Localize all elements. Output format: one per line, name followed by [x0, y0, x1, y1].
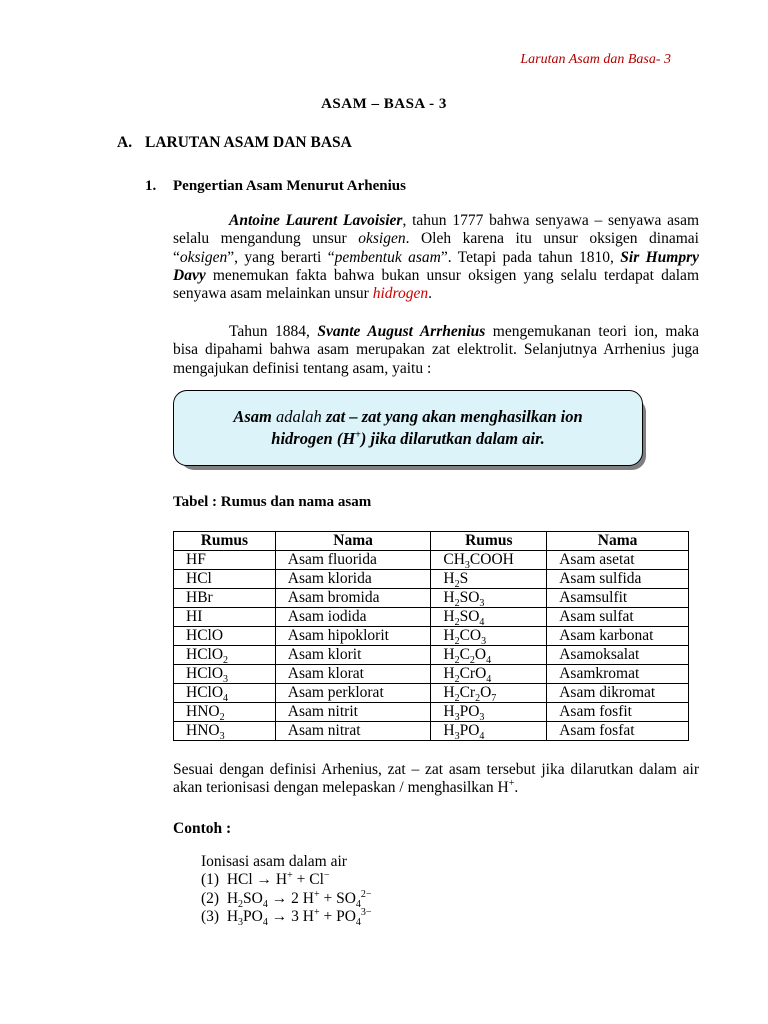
subsection-heading — [145, 178, 406, 195]
def-adalah: adalah — [271, 407, 326, 426]
paragraph-arrhenius — [173, 323, 699, 378]
definition-box — [173, 390, 643, 466]
p1-text-1: , tahun 1777 bahwa senyawa – senyawa asam selalu mengandung unsur — [173, 212, 700, 248]
name-arrhenius: Svante August Arrhenius — [317, 323, 486, 340]
p2-text-1: Tahun 1884, — [229, 323, 318, 340]
p1-text-6: . — [428, 285, 432, 303]
formula-cell: HBr — [174, 589, 276, 608]
def-line2-a: hidrogen (H — [271, 429, 356, 448]
running-head: Larutan Asam dan Basa- 3 — [520, 52, 671, 67]
formula-cell: HCl — [174, 570, 276, 589]
equation-text: $H_2SO_4 \to 2$ $H^+ + SO_4^{2-}$ — [226, 888, 372, 911]
p1-oksigen: oksigen — [358, 230, 406, 248]
equation-number: (2) — [201, 890, 220, 907]
table-caption: Tabel : Rumus dan nama asam — [173, 494, 372, 510]
contoh-label: Contoh : — [173, 820, 232, 837]
table-body — [174, 551, 689, 741]
name-cell: Asam sulfat — [547, 608, 689, 627]
name-cell: Asam fluorida — [275, 551, 431, 570]
name-cell: Asam klorat — [275, 665, 431, 684]
def-line1: zat – zat yang akan menghasilkan ion — [325, 407, 583, 426]
table-row — [174, 627, 689, 646]
name-cell: Asamkromat — [547, 665, 689, 684]
p3-text-1: Sesuai dengan definisi Arhenius, zat – zat asam tersebut jika dilarutkan dalam air akan terionisasi dengan melepaskan / menghasilkan H — [173, 761, 699, 797]
equation-text: HCl → H+ + Cl− — [226, 869, 330, 888]
name-cell: Asam hipoklorit — [275, 627, 431, 646]
formula-cell: $H_2CO_3$ — [431, 627, 547, 646]
equation-text: $H_3PO_4 \to 3$ $H^+ + PO_4^{3-}$ — [226, 906, 372, 929]
def-asam: Asam — [233, 407, 272, 426]
p3-sup: + — [508, 778, 515, 790]
def-line2-sup: + — [355, 429, 361, 441]
table-row — [174, 551, 689, 570]
formula-cell: HClO$_3$ — [174, 665, 276, 684]
name-cell: Asam nitrat — [275, 722, 431, 741]
table-row — [174, 684, 689, 703]
name-cell: Asam klorida — [275, 570, 431, 589]
name-lavoisier: Antoine Laurent Lavoisier — [229, 212, 403, 229]
name-cell: Asam iodida — [275, 608, 431, 627]
column-header: Nama — [275, 532, 431, 551]
table-header-row — [174, 532, 689, 551]
name-cell: Asam nitrit — [275, 703, 431, 722]
formula-cell: $H_2C_2O_4$ — [431, 646, 547, 665]
table-row — [174, 646, 689, 665]
name-cell: Asam sulfida — [547, 570, 689, 589]
formula-cell: $H_2S$ — [431, 570, 547, 589]
equation-number: (3) — [201, 908, 220, 925]
p2-text-2: mengemukanan teori ion, maka bisa dipahami bahwa asam merupakan zat elektrolit. Selanjutnya Arrhenius juga mengajukan definisi tentang asam, yaitu : — [173, 323, 699, 377]
table-row — [174, 665, 689, 684]
name-cell: Asam fosfat — [547, 722, 689, 741]
column-header: Rumus — [431, 532, 547, 551]
column-header: Rumus — [174, 532, 276, 551]
formula-cell: $CH_3COOH$ — [431, 551, 547, 570]
name-davy: Sir Humpry Davy — [173, 248, 699, 284]
name-cell: Asam bromida — [275, 589, 431, 608]
equation-number: (1) — [201, 871, 220, 888]
p1-text-3: ”, yang berarti “ — [227, 248, 335, 266]
section-heading — [117, 134, 352, 152]
name-cell: Asamsulfit — [547, 589, 689, 608]
name-cell: Asamoksalat — [547, 646, 689, 665]
section-title: LARUTAN ASAM DAN BASA — [145, 134, 352, 151]
formula-cell: $H_2SO_3$ — [431, 589, 547, 608]
p1-text-4: ”. Tetapi pada tahun 1810, — [440, 248, 621, 266]
p1-text-5: menemukan fakta bahwa bukan unsur oksigen yang selalu terdapat dalam senyawa asam melainkan unsur — [173, 266, 699, 303]
formula-cell: $H_3PO_3$ — [431, 703, 547, 722]
formula-cell: $HNO_3$ — [174, 722, 276, 741]
formula-cell: $HNO_2$ — [174, 703, 276, 722]
formula-cell: HF — [174, 551, 276, 570]
p3-text-2: . — [514, 779, 519, 797]
equation-3 — [201, 906, 372, 929]
name-cell: Asam klorit — [275, 646, 431, 665]
table-row — [174, 589, 689, 608]
name-cell: Asam dikromat — [547, 684, 689, 703]
p1-hidrogen: hidrogen — [372, 285, 429, 303]
formula-cell: HClO$_2$ — [174, 646, 276, 665]
formula-cell: HClO$_4$ — [174, 684, 276, 703]
formula-cell: HClO — [174, 627, 276, 646]
acid-table — [173, 531, 689, 741]
p1-oksigen-quote: oksigen — [179, 248, 228, 266]
name-cell: Asam perklorat — [275, 684, 431, 703]
name-cell: Asam fosfit — [547, 703, 689, 722]
formula-cell: $H_2CrO_4$ — [431, 665, 547, 684]
formula-cell: $H_2Cr_2O_7$ — [431, 684, 547, 703]
table-row — [174, 703, 689, 722]
subsection-title: Pengertian Asam Menurut Arhenius — [173, 178, 406, 194]
page-title: ASAM – BASA - 3 — [321, 96, 447, 112]
section-label: A. — [117, 134, 133, 151]
formula-cell: $H_2SO_4$ — [431, 608, 547, 627]
subsection-number: 1. — [145, 178, 157, 194]
equation-2 — [201, 888, 372, 911]
name-cell: Asam asetat — [547, 551, 689, 570]
paragraph-lavoisier — [173, 212, 699, 303]
table-row — [174, 608, 689, 627]
paragraph-ionisasi — [173, 761, 699, 798]
p1-text-2: . Oleh karena itu unsur oksigen dinamai “ — [173, 230, 699, 266]
formula-cell: HI — [174, 608, 276, 627]
table-row — [174, 570, 689, 589]
def-line2-b: ) jika dilarutkan dalam air. — [360, 429, 545, 448]
p1-pembentuk: pembentuk asam — [334, 248, 441, 266]
name-cell: Asam karbonat — [547, 627, 689, 646]
column-header: Nama — [547, 532, 689, 551]
table-row — [174, 722, 689, 741]
formula-cell: $H_3PO_4$ — [431, 722, 547, 741]
ionization-title: Ionisasi asam dalam air — [201, 853, 347, 870]
equation-1 — [201, 871, 330, 889]
